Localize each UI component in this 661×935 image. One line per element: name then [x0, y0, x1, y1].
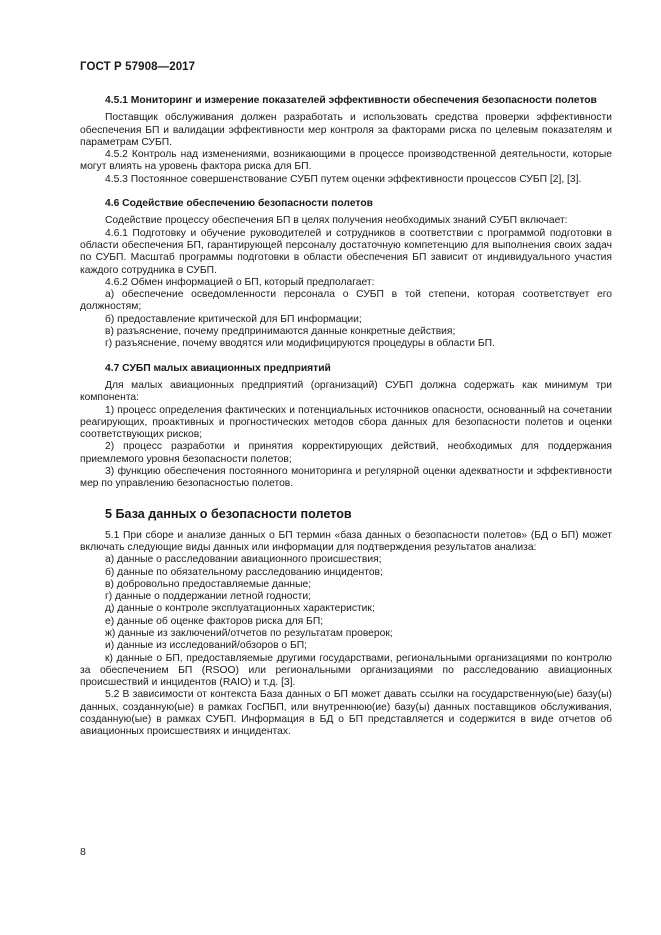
heading-4-7: 4.7 СУБП малых авиационных предприятий	[105, 362, 331, 374]
paragraph: 4.5.3 Постоянное совершенствование СУБП путем оценки эффективности процессов СУБП [2], [3].	[105, 173, 582, 185]
list-item: а) обеспечение осведомленности персонала о СУБП в той степени, которая соответствует его должностям;	[80, 289, 612, 313]
document-id-header: ГОСТ Р 57908—2017	[80, 61, 196, 73]
document-body	[80, 95, 612, 739]
heading-4-6: 4.6 Содействие обеспечению безопасности полетов	[105, 198, 373, 210]
list-item: к) данные о БП, предоставляемые другими государствами, региональными организациями по контролю за обеспечением БП (RSOO) или региональными организациями по расследованию авиационных происшествий и инцидентов (RAIO) и т.д. [3].	[80, 652, 612, 689]
heading-5: 5 База данных о безопасности полетов	[105, 506, 352, 521]
paragraph: 5.2 В зависимости от контекста База данных о БП может давать ссылки на государственную(ые) базу(ы) данных, созданную(ые) в рамках ГосПБП, или внутреннюю(ие) базу(ы) данных поставщиков обслуживания, созданную(ые) в рамках СУБП. Информация в БД о БП представляется и содержится в виде отчетов об авиационных происшествиях и инцидентах.	[80, 689, 612, 738]
list-item: в) добровольно предоставляемые данные;	[105, 578, 312, 590]
list-item: и) данные из исследований/обзоров о БП;	[105, 640, 308, 652]
list-item: в) разъяснение, почему предпринимаются данные конкретные действия;	[105, 326, 456, 338]
list-item: г) разъяснение, почему вводятся или модифицируются процедуры в области БП.	[105, 338, 495, 350]
list-item: а) данные о расследовании авиационного происшествия;	[105, 554, 382, 566]
heading-4-5-1: 4.5.1 Мониторинг и измерение показателей эффективности обеспечения безопасности полетов	[105, 95, 597, 106]
list-item: 1) процесс определения фактических и потенциальных источников опасности, основанный на сочетании реагирующих, проактивных и прогностических методов сбора данных для безопасности полетов и оценки соответствующих рисков;	[80, 404, 612, 441]
list-item: г) данные о поддержании летной годности;	[105, 591, 312, 603]
list-item: 2) процесс разработки и принятия корректирующих действий, необходимых для поддержания приемлемого уровня безопасности полетов;	[80, 441, 612, 465]
list-item: ж) данные из заключений/отчетов по результатам проверок;	[105, 627, 393, 639]
list-item: 3) функцию обеспечения постоянного мониторинга и регулярной оценки адекватности и эффективности мер по управлению безопасностью полетов.	[80, 466, 612, 490]
list-item: б) предоставление критической для БП информации;	[105, 313, 362, 325]
list-item: б) данные по обязательному расследованию инцидентов;	[105, 566, 383, 578]
list-item: е) данные об оценке факторов риска для БП;	[105, 615, 324, 627]
page-number: 8	[80, 846, 86, 858]
paragraph: Содействие процессу обеспечения БП в целях получения необходимых знаний СУБП включает:	[105, 215, 568, 227]
paragraph: 4.6.2 Обмен информацией о БП, который предполагает:	[105, 276, 375, 288]
paragraph: 4.6.1 Подготовку и обучение руководителей и сотрудников в соответствии с программой подготовки в области обеспечения БП, гарантирующей персоналу достаточную компетенцию для выполнения своих задач по СУБП. Масштаб программы подготовки в области обеспечения БП зависит от индивидуального участия каждого сотрудника в СУБП.	[80, 227, 612, 276]
paragraph: 5.1 При сборе и анализе данных о БП термин «база данных о безопасности полетов» (БД о БП) может включать следующие виды данных или информации для подтверждения результатов анализа:	[80, 529, 612, 553]
paragraph: Для малых авиационных предприятий (организаций) СУБП должна содержать как минимум три компонента:	[80, 379, 612, 404]
paragraph: Поставщик обслуживания должен разработать и использовать средства проверки эффективности обеспечения БП и валидации эффективности мер контроля за факторами риска по целевым показателям и параметрам СУБП.	[80, 112, 612, 148]
list-item: д) данные о контроле эксплуатационных характеристик;	[105, 603, 375, 615]
paragraph: 4.5.2 Контроль над изменениями, возникающими в процессе производственной деятельности, которые могут влиять на уровень фактора риска для БП.	[80, 149, 612, 173]
